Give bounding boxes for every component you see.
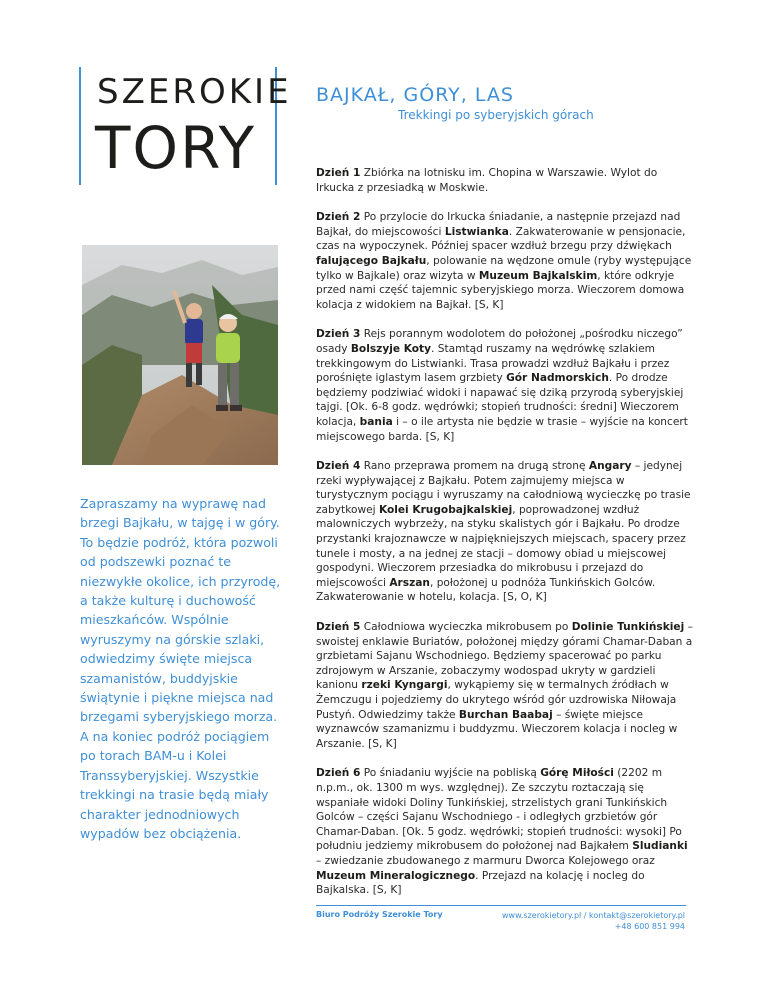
day-label: Dzień 1 [316, 167, 361, 179]
itinerary-day [316, 166, 696, 195]
day-label: Dzień 3 [316, 328, 361, 341]
day-text: , wykąpiemy się w termalnych źródłach w Żemczugu i pojedziemy do ukrytego wśród gór uzdrowiska Niłowaja Pustyń. Odwiedzimy także [316, 679, 677, 721]
day-text: Zbiórka na lotnisku im. Chopina w Warszawie. Wylot do Irkucka z przesiadką w Moskwie. [316, 167, 658, 194]
footer-company: Biuro Podróży Szerokie Tory [316, 910, 443, 919]
day-text: Po przylocie do Irkucka śniadanie, a następnie przejazd nad Bajkał, do miejscowości [316, 211, 681, 238]
logo-left-bar [79, 67, 81, 185]
day-highlight: falującego Bajkału [316, 254, 427, 267]
itinerary-day [316, 327, 696, 444]
day-text: . Zakwaterowanie w pensjonacie, czas na wypoczynek. Później spacer wzdłuż brzegu przy dźwiękach [316, 225, 686, 253]
day-highlight: Górę Miłości [540, 767, 614, 780]
day-label: Dzień 5 [316, 621, 361, 634]
day-highlight: Angary [588, 460, 632, 473]
day-text: i – o ile artysta nie będzie w trasie – wyjście na koncert miejscowego barda. [S, K] [316, 415, 688, 443]
company-logo [79, 67, 292, 187]
day-highlight: Bolszyje Koty [350, 342, 431, 355]
day-highlight: Gór Nadmorskich [506, 372, 609, 385]
day-text: , poprowadzonej wzdłuż malowniczych wybrzeży, na styku skalistych gór i Bajkału. Po drodze przystanki krajoznawcze w najpiękniejszych miejscach, spacery przez tunele i mosty, a na jednej ze stacji – domowy obiad u miejscowej gospodyni. Wieczorem przesiadka do mikrobusu i przejazd do miejscowości [316, 503, 686, 589]
day-text: . Przejazd na kolację i nocleg do Bajkalska. [S, K] [316, 869, 645, 897]
day-label: Dzień 4 [316, 460, 361, 473]
logo-text-top: SZEROKIE [97, 72, 292, 112]
day-label: Dzień 2 [316, 211, 361, 224]
day-text: , położonej u podnóża Tunkińskich Golców. Zakwaterowanie w hotelu, kolacja. [S, O, K] [316, 576, 656, 604]
logo-text-bottom: TORY [95, 114, 257, 182]
itinerary-day [316, 210, 696, 312]
page-title: BAJKAŁ, GÓRY, LAS [316, 84, 514, 106]
itinerary-day [316, 766, 696, 897]
day-text: – jedynej rzeki wypływającej z Bajkału. Potem zajmujemy miejsca w turystycznym pociągu i wyruszamy na całodniową wycieczkę po trasie zabytkowej [316, 460, 691, 516]
footer-phone: +48 600 851 994 [614, 922, 685, 931]
itinerary-list [316, 166, 696, 913]
trekking-photo [82, 245, 278, 465]
day-text: (2202 m n.p.m., ok. 1300 m wys. względnej). Ze szczytu roztaczają się wspaniałe widoki Doliny Tunkińskiej, strzelistych grani Tunkińskich Golców – części Sajanu Wschodniego - i odległych grzbietów gór Chamar-Daban. [Ok. 5 godz. wędrówki; stopień trudności: wysoki] Po południu jedziemy mikrobusem do położonej nad Bajkałem [316, 767, 682, 853]
day-highlight: Dolinie Tunkińskiej [571, 621, 685, 634]
day-text: – swoistej enklawie Buriatów, położonej między górami Chamar-Daban a grzbietami Sajanu Wschodniego. Będziemy spacerować po parku zdrojowym w Arszanie, zobaczymy wodospad ukryty w gardzieli kanionu [316, 621, 693, 692]
footer-contact-block [502, 910, 685, 932]
day-text: , które odkryje przed nami część tajemnic syberyjskiego morza. Wieczorem domowa kolacja z widokiem na Bajkał. [S, K] [316, 269, 685, 311]
itinerary-day [316, 620, 696, 751]
day-text: – święte miejsce wyznawców szamanizmu i buddyzmu. Wieczorem kolacja i nocleg w Arszanie. [S, K] [316, 708, 678, 750]
day-highlight: Muzeum Bajkalskim [478, 269, 598, 282]
day-text: Po śniadaniu wyjście na pobliską [360, 767, 541, 780]
day-highlight: Sludianki [632, 840, 688, 853]
itinerary-day [316, 459, 696, 605]
day-highlight: Muzeum Mineralogicznego [316, 869, 476, 882]
day-text: . Stamtąd ruszamy na wędrówkę szlakiem trekkingowym do Listwianki. Trasa prowadzi wzdłuż Bajkału i przez porośnięte iglastym lasem grzbiety [316, 342, 670, 385]
day-text: Rejs porannym wodolotem do położonej „pośrodku niczego” osady [316, 328, 683, 355]
day-text: Rano przeprawa promem na drugą stronę [360, 460, 589, 473]
intro-text: Zapraszamy na wyprawę nad brzegi Bajkału, w tajgę i w góry. To będzie podróż, która pozwoli od podszewki poznać te niezwykłe okolice, ich przyrodę, a także kulturę i duchowość mieszkańców. Wspólnie wyruszymy na górskie szlaki, odwiedzimy święte miejsca szamanistów, buddyjskie świątynie i piękne miejsca nad brzegami syberyjskiego morza. A na koniec podróż pociągiem po torach BAM-u i Kolei Transsyberyjskiej. Wszystkie trekkingi na trasie będą miały charakter jednodniowych wypadów bez obciążenia. [80, 496, 281, 841]
day-label: Dzień 6 [316, 767, 361, 780]
day-highlight: Burchan Baabaj [458, 708, 553, 721]
day-highlight: Arszan [389, 576, 430, 589]
day-highlight: bania [359, 415, 393, 428]
day-text: . Po drodze będziemy podziwiać widoki i napawać się dziką przyrodą syberyjskiej tajgi. [Ok. 6-8 godz. wędrówki; stopień trudności: średni] Wieczorem kolacja, [316, 372, 684, 428]
day-highlight: rzeki Kyngargi [361, 679, 448, 692]
day-text: Całodniowa wycieczka mikrobusem po [360, 621, 572, 634]
day-highlight: Listwianka [444, 225, 509, 238]
page-subtitle: Trekkingi po syberyjskich górach [398, 108, 594, 122]
day-text: – zwiedzanie zbudowanego z marmuru Dworca Kolejowego oraz [316, 854, 655, 867]
day-text: , polowanie na wędzone omule (ryby występujące tylko w Bajkale) oraz wizyta w [316, 254, 692, 282]
footer-divider [316, 905, 686, 906]
footer-contact: www.szerokietory.pl / kontakt@szerokietory.pl [501, 911, 685, 920]
day-highlight: Kolei Krugobajkalskiej [378, 503, 513, 516]
